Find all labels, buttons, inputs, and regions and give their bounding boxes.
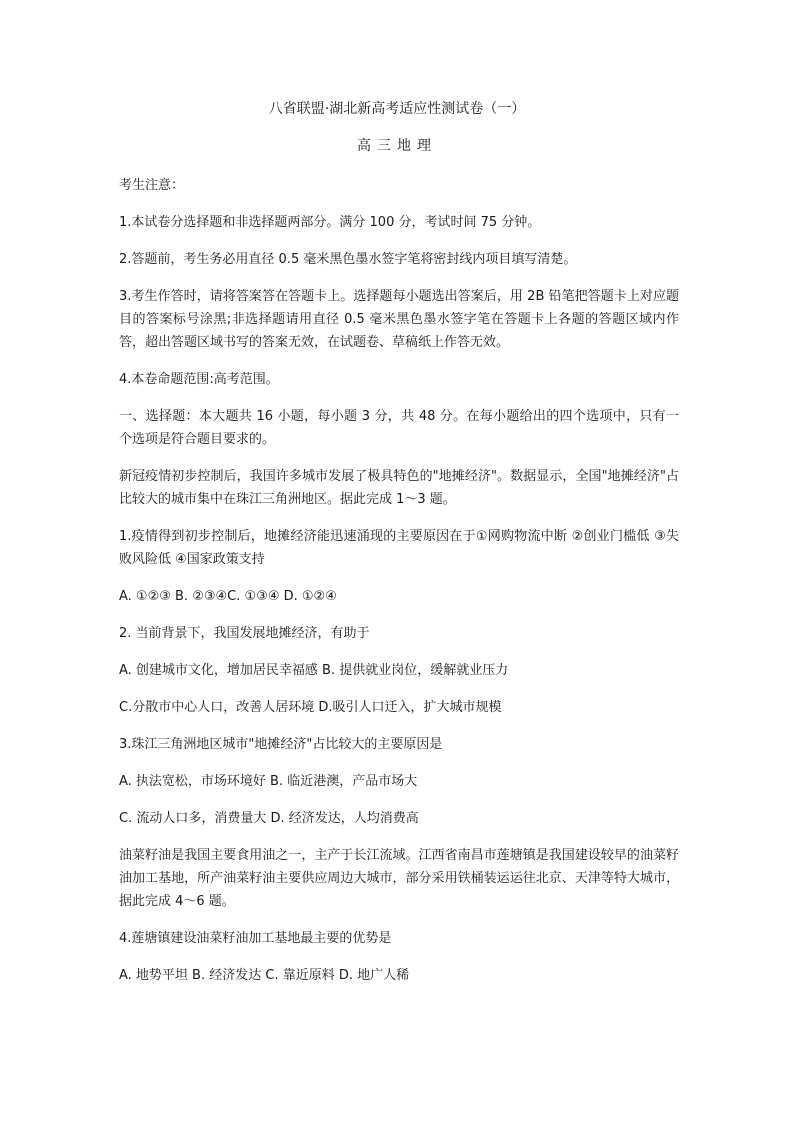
question-3-stem: 3.珠江三角洲地区城市"地摊经济"占比较大的主要原因是	[119, 737, 443, 752]
exam-content	[119, 174, 679, 1001]
subject-title: 高三地理	[357, 138, 437, 154]
notice-item-1: 1.本试卷分选择题和非选择题两部分。满分 100 分，考试时间 75 分钟。	[119, 215, 541, 230]
question-2-options-ab: A. 创建城市文化，增加居民幸福感 B. 提供就业岗位，缓解就业压力	[119, 663, 509, 678]
notice-heading: 考生注意：	[119, 178, 185, 193]
notice-item-4: 4.本卷命题范围:高考范围。	[119, 372, 279, 387]
question-3-options-ab: A. 执法宽松，市场环境好 B. 临近港澳，产品市场大	[119, 774, 418, 789]
question-2-options-cd: C.分散市中心人口，改善人居环境 D.吸引人口迁入，扩大城市规模	[119, 700, 502, 715]
notice-item-2: 2.答题前，考生务必用直径 0.5 毫米黑色墨水签字笔将密封线内项目填写清楚。	[119, 252, 577, 267]
question-3-options-cd: C. 流动人口多，消费量大 D. 经济发达，人均消费高	[119, 811, 419, 826]
section-heading: 一、选择题：本大题共 16 小题，每小题 3 分，共 48 分。在每小题给出的四个选项中，只有一个选项是符合题目要求的。	[119, 409, 679, 447]
exam-title: 八省联盟·湖北新高考适应性测试卷（一）	[268, 101, 526, 117]
question-1-options: A. ①②③ B. ②③④C. ①③④ D. ①②④	[119, 589, 337, 604]
question-2-stem: 2. 当前背景下，我国发展地摊经济，有助于	[119, 626, 370, 641]
question-4-options: A. 地势平坦 B. 经济发达 C. 靠近原料 D. 地广人稀	[119, 968, 410, 983]
group2-intro: 油菜籽油是我国主要食用油之一，主产于长江流域。江西省南昌市莲塘镇是我国建设较早的油菜籽油加工基地，所产油菜籽油主要供应周边大城市，部分采用铁桶装运运往北京、天津等特大城市，据此完成 4～6 题。	[119, 848, 679, 909]
notice-item-3: 3.考生作答时，请将答案答在答题卡上。选择题每小题选出答案后，用 2B 铅笔把答题卡上对应题目的答案标号涂黑;非选择题请用直径 0.5 毫米黑色墨水签字笔在答题卡上各题的答题区域内作答，超出答题区域书写的答案无效，在试题卷、草稿纸上作答无效。	[119, 289, 679, 350]
question-4-stem: 4.莲塘镇建设油菜籽油加工基地最主要的优势是	[119, 931, 392, 946]
question-1-stem: 1.疫情得到初步控制后，地摊经济能迅速涌现的主要原因在于①网购物流中断 ②创业门槛低 ③失败风险低 ④国家政策支持	[119, 529, 679, 567]
group1-intro: 新冠疫情初步控制后，我国许多城市发展了极具特色的"地摊经济"。数据显示，全国"地摊经济"占比较大的城市集中在珠江三角洲地区。据此完成 1～3 题。	[119, 469, 679, 507]
